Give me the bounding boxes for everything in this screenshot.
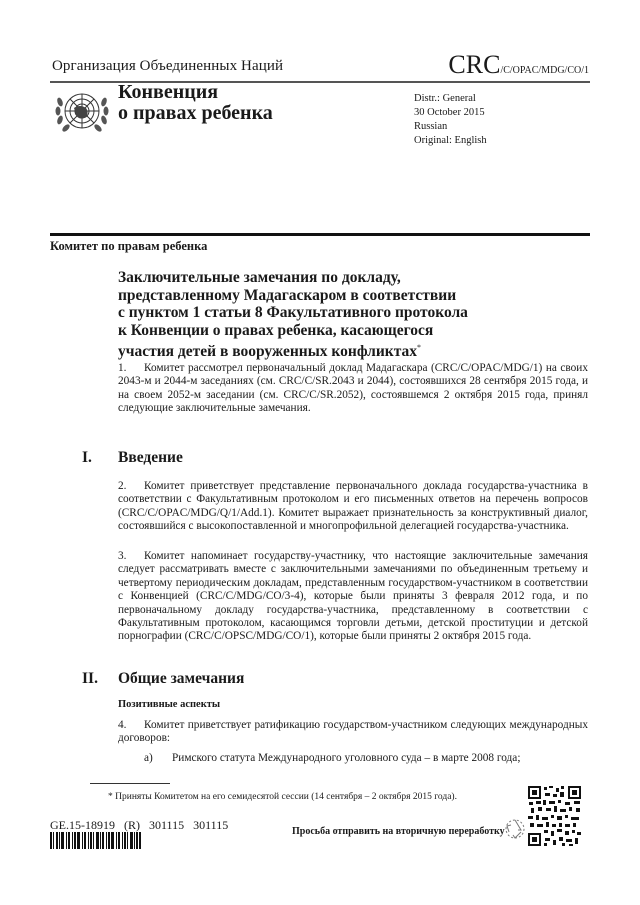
footnote-rule <box>90 783 170 784</box>
document-title <box>118 269 498 361</box>
paragraph-number: 2. <box>118 480 127 492</box>
paragraph-text: Комитет рассмотрел первоначальный доклад Мадагаскара (CRC/C/OPAC/MDG/1) на своих 2043-м и 2044-м заседаниях (см. CRC/C/SR.2043 и 2044), состоявшихся 28 сентября 2015 года, и на своем 2052-м заседании (см. CRC/C/SR.2052), состоявшемся 2 октября 2015 года, принял следующие заключительные замечания. <box>118 362 588 415</box>
job-date-2: 301115 <box>193 818 229 832</box>
paragraph-number: 1. <box>118 362 127 374</box>
job-number: GE.15-18919 (R) <box>50 818 140 832</box>
section-title: Общие замечания <box>118 670 245 687</box>
qr-code-icon <box>527 785 582 847</box>
footnote-mark[interactable]: * <box>417 343 422 352</box>
title-line <box>118 339 498 361</box>
treaty-title-line1: Конвенция <box>118 81 219 103</box>
committee-rule <box>50 233 590 236</box>
distr-type: Distr.: General <box>414 93 476 104</box>
recycle-notice: Просьба отправить на вторичную переработку <box>292 826 505 837</box>
distr-original: Original: English <box>414 135 487 146</box>
section-title: Введение <box>118 449 183 466</box>
distribution-block <box>414 92 487 148</box>
subheading-positive-aspects: Позитивные аспекты <box>118 699 221 710</box>
treaty-body-title <box>118 82 273 124</box>
job-number-line <box>50 818 228 833</box>
paragraph-1 <box>118 362 588 416</box>
paragraph-text: Комитет приветствует представление первоначального доклада государства-участника в соответствии с Факультативным протоколом и его письменных ответов на перечень вопросов (CRC/C/OPAC/MDG/Q/1/Add.1). Комитет выражает признательность за конструктивный диалог, состоявшийся с высокопоставленной и многопрофильной делегацией государства-участника. <box>118 480 588 533</box>
list-item-a <box>118 752 588 765</box>
paragraph-number: 4. <box>118 719 127 731</box>
recycle-icon <box>504 817 526 841</box>
paragraph-text: Комитет приветствует ратификацию государством-участником следующих международных договоров: <box>118 719 588 745</box>
distr-date: 30 October 2015 <box>414 107 485 118</box>
job-date-1: 301115 <box>149 818 185 832</box>
un-emblem-icon <box>52 84 112 140</box>
symbol-main: CRC <box>448 50 501 79</box>
paragraph-number: 3. <box>118 550 127 562</box>
paragraph-3 <box>118 550 588 644</box>
section-heading-general <box>82 670 244 688</box>
title-line: с пунктом 1 статьи 8 Факультативного протокола <box>118 304 468 321</box>
title-line: Заключительные замечания по докладу, <box>118 269 401 286</box>
organization-name: Организация Объединенных Наций <box>52 58 284 74</box>
treaty-title-line2: о правах ребенка <box>118 102 273 124</box>
paragraph-2 <box>118 480 588 534</box>
committee-name: Комитет по правам ребенка <box>50 239 208 253</box>
list-item-text: Римского статута Международного уголовного суда – в марте 2008 года; <box>172 752 521 764</box>
paragraph-4 <box>118 719 588 746</box>
title-line-text: участия детей в вооруженных конфликтах <box>118 343 418 361</box>
title-line: к Конвенции о правах ребенка, касающегося <box>118 321 434 339</box>
distr-language: Russian <box>414 121 448 132</box>
list-item-label: a) <box>144 752 153 764</box>
title-line: представленному Мадагаскаром в соответствии <box>118 286 457 304</box>
section-number: I. <box>82 449 92 466</box>
paragraph-text: Комитет напоминает государству-участнику, что настоящие заключительные замечания следует рассматривать вместе с заключительными замечаниями по объединенным третьему и четвертому периодическим докладам, представленным государством-участником в соответствии с Конвенцией (CRC/C/MDG/CO/3-4), которые были приняты 3 февраля 2012 года, и по первоначальному докладу государства-участника, представленному в соответствии с Факультативным протоколом, касающимся торговли детьми, детской проституции и детской порнографии (CRC/C/OPSC/MDG/CO/1), которые были приняты 2 октября 2015 года. <box>118 550 588 643</box>
section-number: II. <box>82 670 98 687</box>
section-heading-introduction <box>82 449 183 467</box>
barcode-icon <box>50 832 166 849</box>
footnote: * Приняты Комитетом на его семидесятой сессии (14 сентября – 2 октября 2015 года). <box>108 792 457 802</box>
symbol-suffix: /C/OPAC/MDG/CO/1 <box>500 65 589 76</box>
document-symbol <box>448 50 589 80</box>
